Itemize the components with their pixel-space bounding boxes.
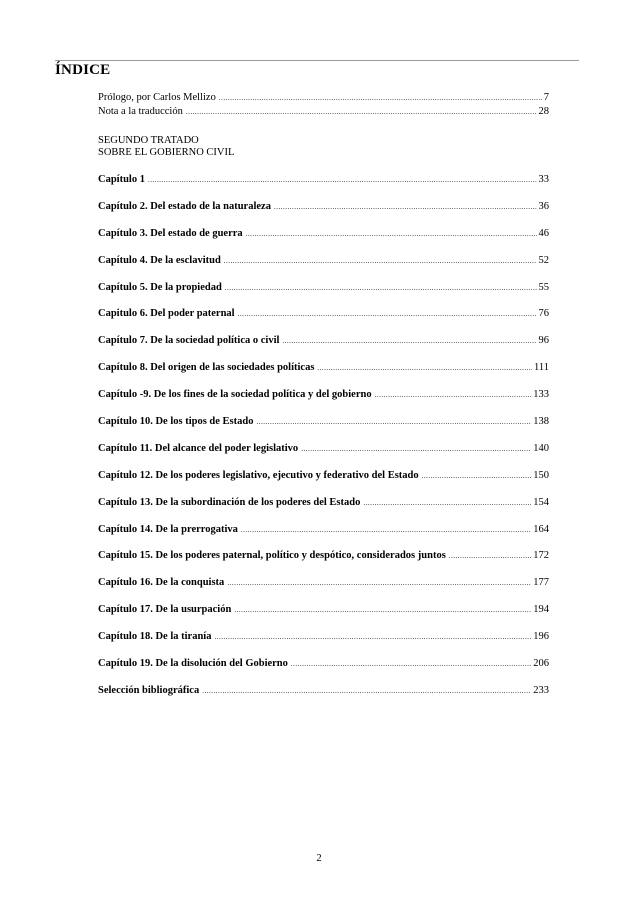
header-rule: [55, 60, 579, 61]
front-matter-list: [98, 92, 549, 118]
toc-entry-chapter[interactable]: [98, 604, 549, 616]
toc-entry-label: Capítulo 8. Del origen de las sociedades políticas: [98, 362, 315, 374]
toc-entry-label: Capítulo 18. De la tiranía: [98, 631, 212, 643]
toc-entry-label: Nota a la traducción: [98, 106, 183, 117]
toc-entry-label: Capítulo 3. Del estado de guerra: [98, 227, 243, 239]
toc-entry-page: 172: [533, 550, 549, 562]
toc-entry-page: 7: [543, 92, 549, 103]
toc-entry-page: 96: [538, 335, 549, 347]
toc-entry-page: 150: [533, 469, 549, 481]
leader-dots: [246, 228, 537, 240]
toc-entry-page: 36: [538, 200, 549, 212]
toc-entry-label: Selección bibliográfica: [98, 684, 200, 696]
toc-entry-chapter[interactable]: [98, 550, 549, 562]
leader-dots: [227, 577, 531, 589]
section-heading-line-1: SEGUNDO TRATADO: [98, 135, 199, 146]
toc-entry-chapter[interactable]: [98, 308, 549, 320]
toc-entry-page: 164: [533, 523, 549, 535]
toc-entry-page: 55: [538, 281, 549, 293]
toc-entry-label: Capítulo 4. De la esclavitud: [98, 254, 221, 266]
leader-dots: [186, 106, 537, 118]
toc-entry-chapter[interactable]: [98, 685, 549, 697]
toc-entry-chapter[interactable]: [98, 658, 549, 670]
leader-dots: [219, 92, 542, 104]
toc-entry-page: 194: [533, 604, 549, 616]
toc-entry-label: Capítulo 19. De la disolución del Gobierno: [98, 658, 288, 670]
toc-entry-chapter[interactable]: [98, 497, 549, 509]
toc-entry-page: 233: [533, 684, 549, 696]
leader-dots: [224, 255, 537, 267]
leader-dots: [317, 362, 532, 374]
toc-entry-label: Capítulo 17. De la usurpación: [98, 604, 232, 616]
toc-entry-label: Capítulo -9. De los fines de la sociedad política y del gobierno: [98, 389, 372, 401]
toc-entry-chapter[interactable]: [98, 389, 549, 401]
toc-entry-nota[interactable]: [98, 106, 549, 118]
toc-entry-label: Capítulo 2. Del estado de la naturaleza: [98, 200, 271, 212]
toc-entry-chapter[interactable]: [98, 443, 549, 455]
page-number: 2: [316, 853, 322, 864]
toc-entry-chapter[interactable]: [98, 631, 549, 643]
leader-dots: [234, 604, 531, 616]
toc-entry-page: 196: [533, 631, 549, 643]
leader-dots: [225, 282, 537, 294]
toc-entry-page: 46: [538, 227, 549, 239]
toc-entry-chapter[interactable]: [98, 282, 549, 294]
leader-dots: [375, 389, 532, 401]
leader-dots: [422, 470, 532, 482]
toc-entry-page: 177: [533, 577, 549, 589]
leader-dots: [238, 308, 537, 320]
toc-entry-chapter[interactable]: [98, 255, 549, 267]
section-heading-line-2: SOBRE EL GOBIERNO CIVIL: [98, 147, 235, 158]
toc-entry-label: Capítulo 5. De la propiedad: [98, 281, 222, 293]
toc-entry-page: 138: [533, 416, 549, 428]
toc-entry-label: Capítulo 7. De la sociedad política o civil: [98, 335, 280, 347]
toc-entry-label: Capítulo 14. De la prerrogativa: [98, 523, 238, 535]
leader-dots: [301, 443, 531, 455]
toc-entry-page: 133: [533, 389, 549, 401]
toc-entry-page: 154: [533, 496, 549, 508]
toc-entry-label: Capítulo 10. De los tipos de Estado: [98, 416, 254, 428]
leader-dots: [148, 174, 537, 186]
leader-dots: [274, 201, 537, 213]
toc-entry-page: 76: [538, 308, 549, 320]
leader-dots: [449, 550, 531, 562]
section-heading: [98, 135, 549, 159]
toc-entry-chapter[interactable]: [98, 174, 549, 186]
toc-entry-label: Capítulo 11. Del alcance del poder legislativo: [98, 442, 299, 454]
toc-entry-label: Capítulo 12. De los poderes legislativo, ejecutivo y federativo del Estado: [98, 469, 419, 481]
page-title: ÍNDICE: [55, 62, 111, 78]
toc-entry-label: Capítulo 13. De la subordinación de los poderes del Estado: [98, 496, 361, 508]
chapter-list: [98, 174, 549, 712]
toc-entry-page: 28: [538, 106, 549, 117]
toc-entry-page: 111: [534, 362, 549, 374]
toc-entry-label: Prólogo, por Carlos Mellizo: [98, 92, 216, 103]
toc-entry-chapter[interactable]: [98, 470, 549, 482]
leader-dots: [256, 416, 531, 428]
toc-entry-chapter[interactable]: [98, 201, 549, 213]
toc-entry-chapter[interactable]: [98, 524, 549, 536]
toc-entry-page: 140: [533, 442, 549, 454]
toc-entry-prologo[interactable]: [98, 92, 549, 104]
toc-entry-chapter[interactable]: [98, 335, 549, 347]
toc-entry-label: Capitulo 6. Del poder paternal: [98, 308, 235, 320]
toc-entry-page: 206: [533, 658, 549, 670]
toc-entry-chapter[interactable]: [98, 228, 549, 240]
toc-entry-chapter[interactable]: [98, 362, 549, 374]
toc-entry-label: Capítulo 1: [98, 174, 145, 185]
toc-entry-label: Capítulo 16. De la conquista: [98, 577, 225, 589]
leader-dots: [291, 658, 531, 670]
toc-entry-page: 33: [538, 174, 549, 185]
leader-dots: [214, 631, 531, 643]
leader-dots: [241, 524, 531, 536]
leader-dots: [282, 335, 536, 347]
toc-entry-chapter[interactable]: [98, 416, 549, 428]
leader-dots: [202, 685, 531, 697]
leader-dots: [363, 497, 531, 509]
toc-entry-page: 52: [538, 254, 549, 266]
toc-entry-label: Capítulo 15. De los poderes paternal, político y despótico, considerados juntos: [98, 550, 446, 562]
toc-entry-chapter[interactable]: [98, 577, 549, 589]
